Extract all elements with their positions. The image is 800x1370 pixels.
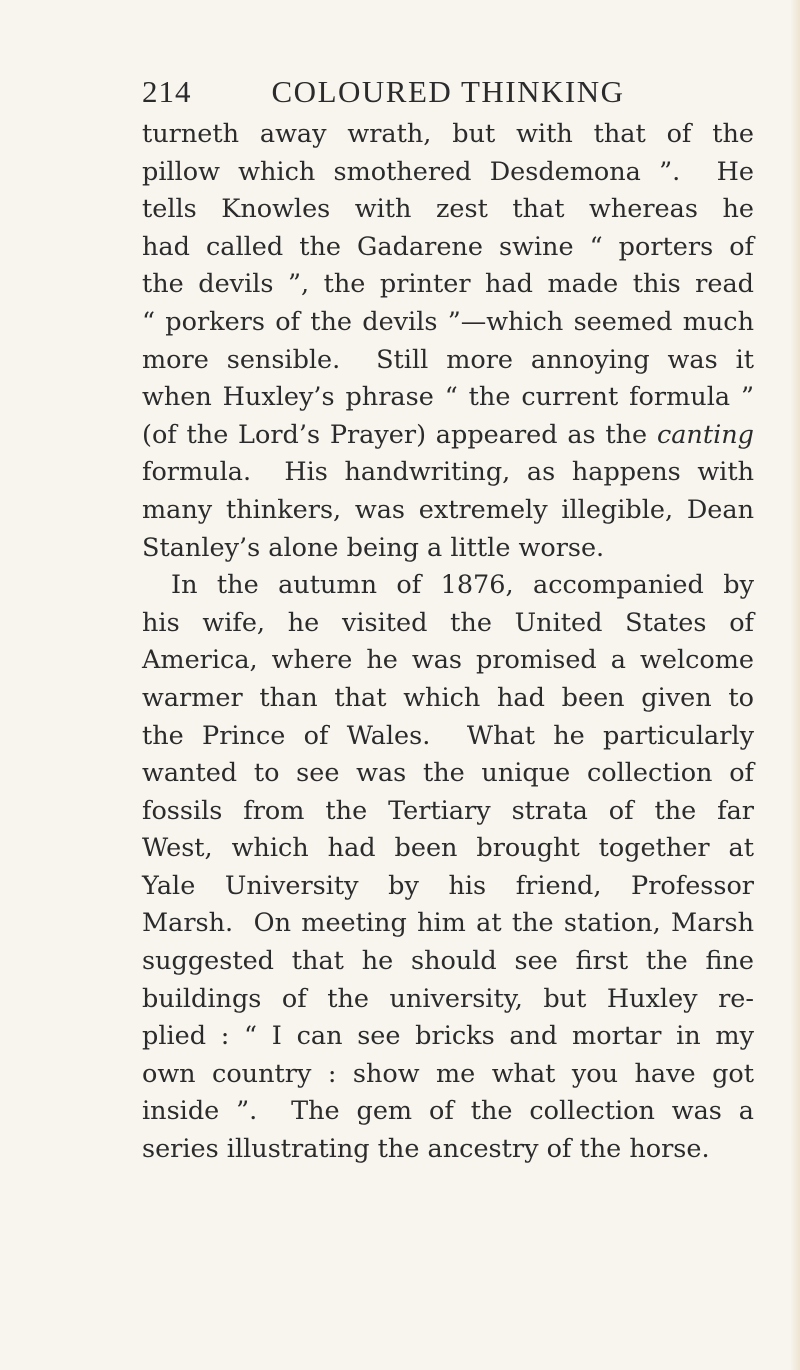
text-segment: his wife, he visited the United States of — [142, 607, 754, 638]
paragraph-last-line — [142, 1131, 754, 1169]
text-segment: more sensible. Still more annoying was it — [142, 344, 754, 375]
text-line — [142, 755, 754, 793]
text-segment: tells Knowles with zest that whereas he — [142, 194, 754, 225]
text-line — [142, 868, 754, 906]
text-segment: America, where he was promised a welcome — [142, 645, 754, 676]
text-segment: (of the Lord’s Prayer) appeared as the — [142, 419, 657, 450]
text-segment: series illustrating the ancestry of the horse. — [142, 1134, 710, 1165]
text-segment: buildings of the university, but Huxley re- — [142, 983, 754, 1014]
text-line — [142, 116, 754, 154]
paragraph-last-line — [142, 530, 754, 568]
text-line — [142, 905, 754, 943]
text-segment: “ porkers of the devils ”—which seemed much — [142, 306, 754, 337]
body-text — [142, 116, 754, 1169]
text-line — [142, 154, 754, 192]
text-line — [142, 191, 754, 229]
text-line — [142, 642, 754, 680]
text-segment: own country : show me what you have got — [142, 1058, 754, 1089]
text-segment: Marsh. On meeting him at the station, Marsh — [142, 908, 754, 939]
running-header — [142, 64, 754, 110]
text-line — [142, 680, 754, 718]
text-segment: inside ”. The gem of the collection was a — [142, 1096, 754, 1127]
text-segment: warmer than that which had been given to — [142, 682, 754, 713]
text-line — [142, 793, 754, 831]
paragraph-first-line — [142, 567, 754, 605]
text-segment: many thinkers, was extremely illegible, Dean — [142, 494, 754, 525]
page-edge — [790, 0, 800, 1370]
text-line — [142, 266, 754, 304]
text-segment: the devils ”, the printer had made this read — [142, 269, 754, 300]
text-line — [142, 342, 754, 380]
text-segment: wanted to see was the unique collection of — [142, 758, 754, 789]
text-segment: Yale University by his friend, Professor — [142, 870, 754, 901]
text-line — [142, 492, 754, 530]
text-segment: In the autumn of 1876, accompanied by — [171, 570, 754, 601]
text-segment: when Huxley’s phrase “ the current formula ” — [142, 382, 754, 413]
text-line — [142, 304, 754, 342]
text-segment: Stanley’s alone being a little worse. — [142, 532, 605, 563]
text-line — [142, 417, 754, 455]
text-segment: fossils from the Tertiary strata of the far — [142, 795, 754, 826]
text-segment: suggested that he should see first the fine — [142, 946, 754, 977]
text-segment: plied : “ I can see bricks and mortar in my — [142, 1021, 754, 1052]
text-segment: turneth away wrath, but with that of the — [142, 119, 754, 149]
text-segment: pillow which smothered Desdemona ”. He — [142, 156, 754, 187]
text-line — [142, 981, 754, 1019]
text-line — [142, 1093, 754, 1131]
text-line — [142, 1056, 754, 1094]
text-line — [142, 605, 754, 643]
text-line — [142, 1018, 754, 1056]
text-segment: the Prince of Wales. What he particularly — [142, 720, 754, 751]
text-segment: had called the Gadarene swine “ porters of — [142, 231, 754, 262]
text-line — [142, 454, 754, 492]
text-line — [142, 229, 754, 267]
text-line — [142, 943, 754, 981]
italic-word: canting — [656, 419, 754, 450]
text-line — [142, 718, 754, 756]
text-line — [142, 379, 754, 417]
page-number: 214 — [142, 74, 192, 109]
text-segment: West, which had been brought together at — [142, 833, 754, 864]
text-line — [142, 830, 754, 868]
text-segment: formula. His handwriting, as happens with — [142, 457, 754, 488]
running-title: COLOURED THINKING — [271, 74, 625, 109]
